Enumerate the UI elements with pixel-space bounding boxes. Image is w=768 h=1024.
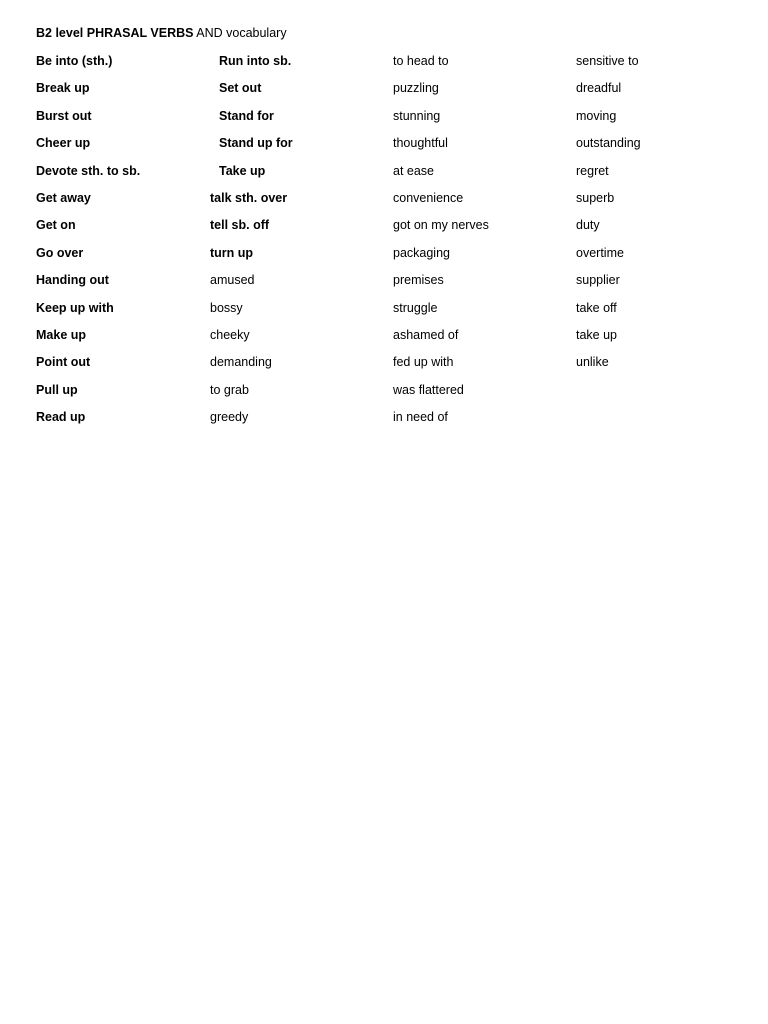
word-entry: at ease [393, 163, 435, 178]
word-entry: ashamed of [393, 327, 459, 342]
column-vocabulary-1 [393, 52, 489, 435]
word-entry: Keep up with [36, 300, 114, 315]
word-entry: in need of [393, 410, 448, 425]
column-phrasal-verbs-1 [36, 52, 140, 435]
word-entry: thoughtful [393, 136, 448, 151]
word-entry: regret [576, 163, 609, 178]
word-entry: dreadful [576, 81, 622, 96]
word-entry: greedy [210, 410, 249, 425]
title-regular-part: AND vocabulary [193, 26, 287, 40]
word-entry: Burst out [36, 108, 92, 123]
word-entry: take off [576, 300, 617, 315]
word-entry: bossy [210, 300, 243, 315]
word-entry: outstanding [576, 136, 641, 151]
document-title [36, 25, 287, 41]
word-entry: got on my nerves [393, 218, 489, 233]
title-bold-part: B2 level PHRASAL VERBS [36, 26, 194, 40]
word-entry: to grab [210, 382, 249, 397]
word-entry: Devote sth. to sb. [36, 163, 141, 178]
word-entry: superb [576, 190, 615, 205]
word-entry: convenience [393, 190, 464, 205]
word-entry: demanding [210, 355, 272, 370]
word-entry: moving [576, 108, 617, 123]
word-entry: supplier [576, 273, 620, 288]
word-entry: Pull up [36, 382, 78, 397]
column-phrasal-verbs-2 [210, 52, 293, 435]
word-entry: cheeky [210, 327, 250, 342]
word-entry: overtime [576, 245, 624, 260]
word-entry: fed up with [393, 355, 454, 370]
word-entry: talk sth. over [210, 190, 288, 205]
word-entry: Get away [36, 190, 91, 205]
word-entry: struggle [393, 300, 438, 315]
word-entry: Handing out [36, 273, 109, 288]
word-entry: Make up [36, 327, 87, 342]
word-entry: amused [210, 273, 255, 288]
word-entry: turn up [210, 245, 254, 260]
word-entry: premises [393, 273, 444, 288]
word-entry: Get on [36, 218, 76, 233]
word-entry: Set out [219, 81, 262, 96]
word-entry: stunning [393, 108, 441, 123]
word-entry: Be into (sth.) [36, 54, 113, 68]
word-entry: Go over [36, 245, 84, 260]
word-entry: Take up [219, 163, 266, 178]
word-entry: Cheer up [36, 136, 91, 151]
word-entry: puzzling [393, 81, 439, 96]
word-entry: tell sb. off [210, 218, 270, 233]
word-entry: Read up [36, 410, 86, 425]
word-entry: to head to [393, 54, 449, 68]
word-entry: take up [576, 327, 618, 342]
word-entry: packaging [393, 245, 450, 260]
word-entry: Run into sb. [219, 54, 292, 68]
word-entry: Stand up for [219, 136, 293, 151]
word-entry: was flattered [393, 382, 464, 397]
word-entry: unlike [576, 355, 609, 370]
column-vocabulary-2 [576, 52, 641, 381]
word-entry: Stand for [219, 108, 274, 123]
word-entry: sensitive to [576, 54, 639, 68]
word-entry: Point out [36, 355, 91, 370]
word-entry: Break up [36, 81, 90, 96]
word-entry: duty [576, 218, 600, 233]
